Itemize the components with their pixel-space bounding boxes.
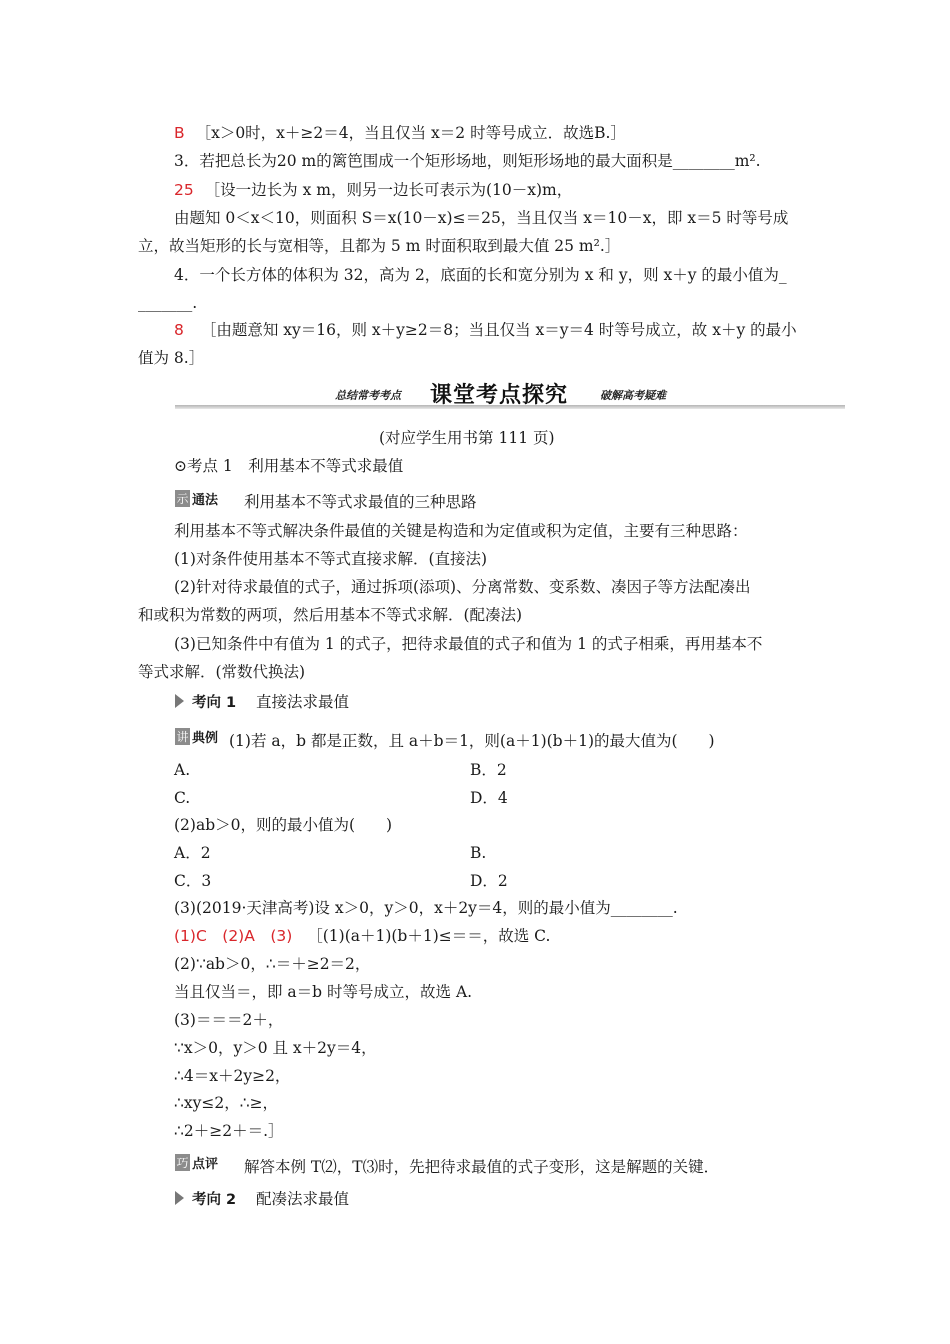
question-4: 4．一个长方体的体积为 32，高为 2，底面的长和宽分别为 x 和 y，则 x＋y 的最小值为_ [174,266,787,284]
solution-line: ∴4＝x＋2y≥2， [174,1067,291,1085]
section-banner [175,378,845,414]
answer-choices: (1)C (2)A (3) [174,927,293,945]
solution-line: 立，故当矩形的长与宽相等，且都为 5 m 时面积取到最大值 25 m².］ [138,237,621,255]
kaoxiang-title: 直接法求最值 [256,693,350,711]
solution-line: ∴2＋≥2＋＝.］ [174,1122,284,1140]
answer-value: 25 [174,181,194,199]
kaoxiang-title: 配凑法求最值 [256,1190,350,1208]
paragraph: (2)针对待求最值的式子，通过拆项(添项)、分离常数、变系数、凑因子等方法配凑出 [174,578,751,596]
answer-explanation: ［x＞0时，x＋≥2＝4，当且仅当 x＝2 时等号成立．故选B.］ [195,124,626,142]
example-question-2: (2)ab＞0，则的最小值为( ) [174,816,393,834]
answer-line-3 [174,180,572,200]
example-question-3: (3)(2019·天津高考)设 x＞0，y＞0，x＋2y＝4，则的最小值为________. [174,899,678,917]
tag-word: 通法 [192,493,219,508]
paragraph: 等式求解．(常数代换法) [138,663,306,681]
banner-left-text: 总结常考考点 [335,389,401,402]
comment-text: 解答本例 T⑵，T⑶时，先把待求最值的式子变形，这是解题的关键． [244,1158,720,1176]
answer-explanation: ［设一边长为 x m，则另一边长可表示为(10－x)m， [204,181,573,199]
solution-line: ∵x＞0，y＞0 且 x＋2y＝4， [174,1039,377,1057]
kaoxiang-label: 考向 2 [192,1191,237,1208]
kaoxiang-1 [175,691,236,711]
solution-line: (2)∵ab＞0，∴＝＋≥2＝2， [174,955,371,973]
answer-line-1 [174,123,626,143]
paragraph: 和或积为常数的两项，然后用基本不等式求解．(配凑法) [138,606,523,624]
answer-letter: B [174,124,185,142]
option-c: C. [174,789,191,807]
tag-word: 点评 [192,1157,219,1172]
solution-line: 值为 8.］ [138,349,205,367]
paragraph: 利用基本不等式解决条件最值的关键是构造和为定值或积为定值，主要有三种思路： [174,522,748,540]
answer-explanation: ［由题意知 xy＝16，则 x＋y≥2＝8；当且仅当 x＝y＝4 时等号成立，故 x＋y 的最小 [200,321,797,339]
option-d: D．2 [470,872,508,890]
dianli-tag [175,727,218,746]
method-title: 利用基本不等式求最值的三种思路 [244,493,477,511]
option-a: A．2 [174,844,211,862]
kaoxiang-label: 考向 1 [192,694,237,711]
question-3: 3．若把总长为20 m的篱笆围成一个矩形场地，则矩形场地的最大面积是________m². [174,152,761,170]
banner-right-text: 破解高考疑难 [600,389,666,402]
option-b: B．2 [470,761,507,779]
banner-title: 课堂考点探究 [430,383,569,408]
answer-line [174,926,550,946]
solution-line: (3)＝＝＝2＋， [174,1011,284,1029]
tongfa-tag [175,489,218,508]
tag-box: 示 [176,492,189,506]
answer-line-4 [174,320,797,340]
solution-line: 当且仅当＝，即 a＝b 时等号成立，故选 A. [174,983,473,1001]
option-a: A. [174,761,191,779]
option-b: B. [470,844,487,862]
answer-explanation: ［(1)(a＋1)(b＋1)≤＝＝，故选 C. [307,927,551,945]
tag-box: 巧 [176,1156,189,1170]
paragraph: (3)已知条件中有值为 1 的式子，把待求最值的式子和值为 1 的式子相乘，再用基本不 [174,635,763,653]
option-d: D．4 [470,789,508,807]
question-4-blank: _______. [138,294,198,312]
example-question-1: (1)若 a，b 都是正数，且 a＋b＝1，则(a＋1)(b＋1)的最大值为( ) [229,732,715,750]
option-c: C．3 [174,872,212,890]
page-reference: (对应学生用书第 111 页) [379,429,555,447]
solution-line: ∴xy≤2，∴≥， [174,1094,279,1112]
triangle-icon [175,1191,184,1205]
triangle-icon [175,694,184,708]
tag-word: 典例 [192,731,219,746]
answer-value: 8 [174,321,184,339]
paragraph: (1)对条件使用基本不等式直接求解．(直接法) [174,550,488,568]
dianping-tag [175,1153,218,1172]
kaodian-heading: ⊙考点 1 利用基本不等式求最值 [174,457,404,475]
kaoxiang-2 [175,1188,236,1208]
solution-line: 由题知 0＜x＜10，则面积 S＝x(10－x)≤＝25，当且仅当 x＝10－x，即 x＝5 时等号成 [174,209,789,227]
tag-box: 讲 [176,730,189,744]
